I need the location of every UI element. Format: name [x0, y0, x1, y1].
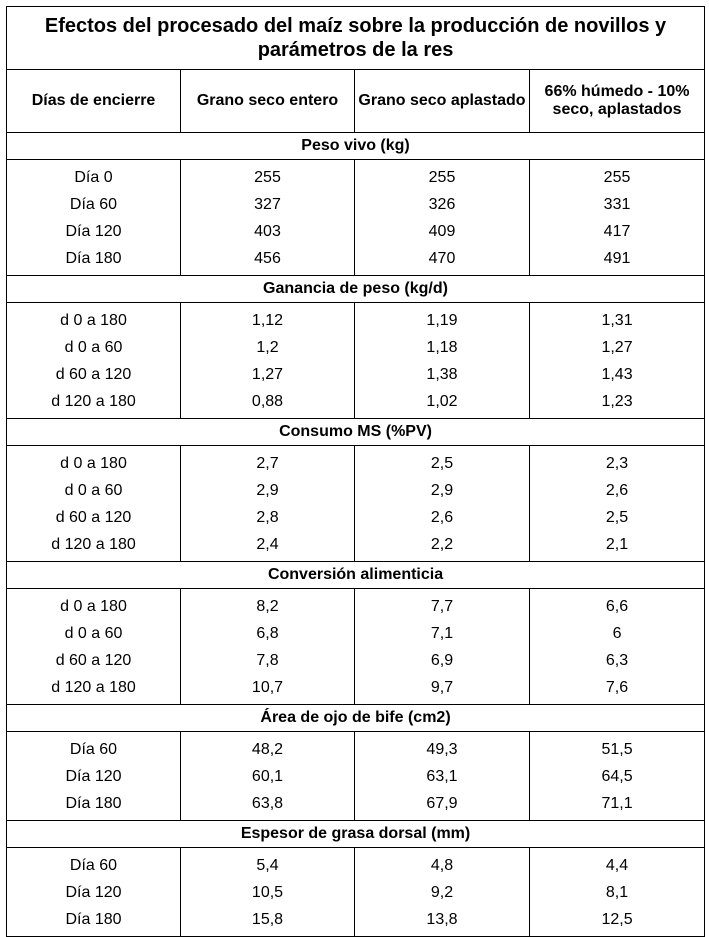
table-cell: 1,19 — [426, 312, 458, 329]
table-cell: 4,4 — [605, 857, 629, 874]
row-label: Día 120 — [65, 884, 122, 901]
table-cell: 48,2 — [251, 741, 284, 758]
table-cell: 2,9 — [256, 482, 279, 499]
section-title: Peso vivo (kg) — [7, 133, 705, 160]
row-label: Día 120 — [65, 223, 122, 240]
row-label: Día 60 — [69, 196, 118, 213]
row-label: d 60 a 120 — [55, 509, 132, 526]
table-cell: 2,1 — [605, 536, 629, 553]
row-label: d 120 a 180 — [51, 679, 136, 696]
table-cell: 409 — [428, 223, 456, 240]
section-header-row — [7, 133, 705, 160]
table-cell: 331 — [603, 196, 631, 213]
section-header-row — [7, 276, 705, 303]
row-label: Día 120 — [65, 768, 122, 785]
table-cell: 1,23 — [601, 393, 633, 410]
column-header-grano-seco-aplastado: Grano seco aplastado — [355, 70, 530, 133]
table-cell: 0,88 — [251, 393, 284, 410]
table-cell: 49,3 — [426, 741, 458, 758]
table-cell: 326 — [428, 196, 456, 213]
table-cell: 1,27 — [251, 366, 284, 383]
table-cell: 2,2 — [430, 536, 454, 553]
table-cell: 2,6 — [430, 509, 454, 526]
table-cell: 2,9 — [430, 482, 454, 499]
table-cell: 327 — [254, 196, 281, 213]
table-cell: 1,2 — [256, 339, 279, 356]
table-cell: 255 — [428, 169, 456, 186]
value-column — [355, 732, 530, 821]
table-cell: 9,2 — [430, 884, 454, 901]
section-header-row — [7, 562, 705, 589]
table-cell: 255 — [603, 169, 631, 186]
value-column — [530, 303, 705, 419]
section-data-block — [7, 589, 705, 705]
value-column — [181, 446, 355, 562]
table-cell: 1,27 — [601, 339, 633, 356]
table-cell: 1,02 — [426, 393, 458, 410]
value-column — [355, 303, 530, 419]
table-cell: 2,4 — [256, 536, 279, 553]
section-data-block — [7, 848, 705, 937]
row-label: Día 0 — [74, 169, 113, 186]
row-label: d 0 a 60 — [64, 339, 123, 356]
row-label: d 120 a 180 — [51, 536, 136, 553]
value-column — [530, 732, 705, 821]
table-cell: 2,6 — [605, 482, 629, 499]
row-label: d 0 a 180 — [60, 312, 127, 329]
value-column — [355, 160, 530, 276]
table-cell: 10,5 — [251, 884, 284, 901]
row-label: d 0 a 180 — [60, 598, 127, 615]
column-header-humedo-seco: 66% húmedo - 10% seco, aplastados — [530, 70, 705, 133]
column-header-row — [7, 70, 705, 133]
section-title: Ganancia de peso (kg/d) — [7, 276, 705, 303]
row-label: d 0 a 60 — [64, 482, 123, 499]
section-header-row — [7, 419, 705, 446]
table-cell: 2,8 — [256, 509, 279, 526]
table-cell: 51,5 — [601, 741, 633, 758]
table-cell: 64,5 — [601, 768, 633, 785]
table-cell: 7,7 — [430, 598, 454, 615]
row-label-column — [7, 732, 181, 821]
table-cell: 63,1 — [426, 768, 458, 785]
table-cell: 71,1 — [601, 795, 633, 812]
section-title: Área de ojo de bife (cm2) — [7, 705, 705, 732]
row-label: d 60 a 120 — [55, 652, 132, 669]
value-column — [181, 732, 355, 821]
table-cell: 417 — [603, 223, 631, 240]
table-cell: 1,43 — [601, 366, 633, 383]
table-cell: 1,12 — [251, 312, 284, 329]
table-cell: 1,38 — [426, 366, 458, 383]
table-cell: 9,7 — [430, 679, 454, 696]
section-title: Espesor de grasa dorsal (mm) — [7, 821, 705, 848]
value-column — [355, 848, 530, 937]
table-body — [7, 133, 705, 937]
row-label: d 60 a 120 — [55, 366, 132, 383]
table-cell: 1,31 — [601, 312, 633, 329]
section-title: Conversión alimenticia — [7, 562, 705, 589]
table-cell: 10,7 — [251, 679, 284, 696]
section-title: Consumo MS (%PV) — [7, 419, 705, 446]
value-column — [530, 160, 705, 276]
table-cell: 6,3 — [605, 652, 629, 669]
value-column — [181, 303, 355, 419]
data-table — [6, 6, 705, 937]
column-header-grano-seco-entero: Grano seco entero — [181, 70, 355, 133]
table-cell: 2,7 — [256, 455, 279, 472]
row-label: Día 60 — [69, 741, 118, 758]
table-cell: 403 — [254, 223, 281, 240]
row-label-column — [7, 160, 181, 276]
table-cell: 470 — [428, 250, 456, 267]
table-cell: 67,9 — [426, 795, 458, 812]
table-cell: 2,5 — [430, 455, 454, 472]
section-data-block — [7, 303, 705, 419]
table-cell: 8,1 — [605, 884, 629, 901]
value-column — [181, 160, 355, 276]
table-cell: 8,2 — [256, 598, 279, 615]
table-cell: 7,8 — [256, 652, 279, 669]
table-cell: 60,1 — [251, 768, 284, 785]
row-label: Día 60 — [69, 857, 118, 874]
value-column — [530, 848, 705, 937]
row-label: Día 180 — [65, 795, 122, 812]
table-cell: 13,8 — [426, 911, 458, 928]
table-cell: 7,1 — [430, 625, 454, 642]
table-cell: 255 — [254, 169, 281, 186]
table-cell: 6 — [612, 625, 622, 642]
section-data-block — [7, 160, 705, 276]
table-cell: 6,9 — [430, 652, 454, 669]
table-cell: 491 — [603, 250, 631, 267]
value-column — [355, 589, 530, 705]
table-cell: 456 — [254, 250, 281, 267]
row-label-column — [7, 589, 181, 705]
table-cell: 6,8 — [256, 625, 279, 642]
value-column — [181, 589, 355, 705]
row-label-column — [7, 446, 181, 562]
row-label: d 0 a 180 — [60, 455, 127, 472]
section-data-block — [7, 732, 705, 821]
value-column — [181, 848, 355, 937]
value-column — [355, 446, 530, 562]
table-cell: 7,6 — [605, 679, 629, 696]
table-cell: 12,5 — [601, 911, 633, 928]
row-label: d 120 a 180 — [51, 393, 136, 410]
table-cell: 1,18 — [426, 339, 458, 356]
value-column — [530, 589, 705, 705]
row-label-column — [7, 848, 181, 937]
table-cell: 2,3 — [605, 455, 629, 472]
table-title: Efectos del procesado del maíz sobre la producción de novillos y parámetros de la res — [7, 7, 705, 70]
table-cell: 4,8 — [430, 857, 454, 874]
row-label: d 0 a 60 — [64, 625, 123, 642]
row-label: Día 180 — [65, 911, 122, 928]
section-header-row — [7, 705, 705, 732]
table-cell: 6,6 — [605, 598, 629, 615]
section-data-block — [7, 446, 705, 562]
table-cell: 2,5 — [605, 509, 629, 526]
section-header-row — [7, 821, 705, 848]
table-cell: 15,8 — [251, 911, 284, 928]
table-cell: 5,4 — [256, 857, 279, 874]
table-cell: 63,8 — [251, 795, 284, 812]
row-label-column — [7, 303, 181, 419]
value-column — [530, 446, 705, 562]
row-label: Día 180 — [65, 250, 122, 267]
column-header-dias: Días de encierre — [7, 70, 181, 133]
